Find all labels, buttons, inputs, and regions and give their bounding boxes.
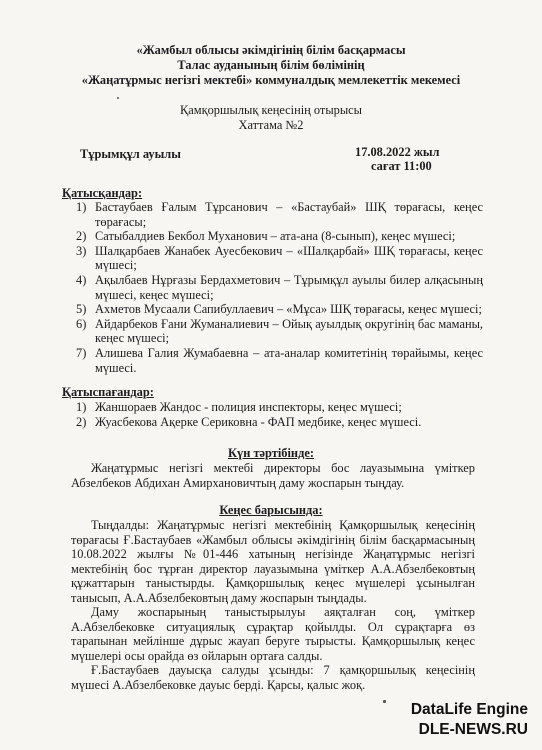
proceedings-paragraph-1: Тыңдалды: Жаңатұрмыс негізгі мектебінің Қамқоршылық кеңесінің төрағасы Ғ.Бастаубаев «Жамбыл облысы әкімдігінің білім басқармасының 10.08.2022 жылғы №01-446 хатының негізінде Жаңатұрмыс негізгі мектебінің бос тұрған директор лауазымына үміткер А.А.Абзелбековтың құжаттарын таныстырды. Қамқоршылық кеңес мүшелері ұсынылған танысып, А.А.Абзелбековтың даму жоспарын тыңдады.	[71, 518, 475, 605]
protocol-number: Хаттама №2	[238, 118, 304, 132]
attendee-item: 1) Бастаубаев Ғалым Тұрсанович – «Бастаубай» ШҚ төрағасы, кеңес төрағасы;	[76, 200, 483, 229]
absentees-heading: Қатыспағандар:	[62, 385, 154, 399]
proceedings-paragraph-3: Ғ.Бастаубаев дауысқа салуды ұсынды: 7 қамқоршылық кеңесінің мүшесі А.Абзелбековке дауыс берді. Қарсы, қалыс жоқ.	[71, 663, 475, 692]
absentees-list	[62, 400, 483, 429]
absentee-item: 2) Жуасбекова Ақерке Сериковна - ФАП медбике, кеңес мүшесі.	[76, 414, 422, 429]
proceedings-heading: Кеңес барысында:	[219, 503, 323, 517]
scan-speck	[383, 700, 386, 703]
attendee-item: 4) Ақылбаев Нұрғазы Бердахметович – Тұрымқұл ауылы билер алқасының мүшесі, кеңес мүшесі;	[76, 272, 483, 302]
attendees-heading: Қатысқандар:	[62, 186, 143, 200]
attendee-item: 5) Ахметов Мусаали Сапибуллаевич – «Мұса» ШҚ төрағасы, кеңес мүшесі;	[76, 302, 482, 317]
meeting-time: сағат 11:00	[371, 159, 432, 173]
attendee-item: 2) Сатыбалдиев Бекбол Муханович – ата-ана (8-сынып), кеңес мүшесі;	[76, 229, 456, 244]
absentee-item: 1) Жаншораев Жандос - полиция инспекторы, кеңес мүшесі;	[76, 400, 402, 414]
header-line-2: Талас ауданының білім бөлімінің	[177, 58, 365, 72]
attendee-item: 3) Шалқарбаев Жанабек Ауесбекович – «Шалқарбай» ШҚ төрағасы, кеңес мүшесі;	[76, 243, 483, 273]
village-name: Тұрымқұл ауылы	[80, 147, 181, 161]
header-line-3: «Жаңатұрмыс негізгі мектебі» коммуналдық мемлекеттік мекемесі	[81, 73, 461, 87]
meeting-title: Қамқоршылық кеңесінің отырысы	[179, 103, 363, 117]
watermark-line-1: DataLife Engine	[410, 701, 528, 718]
agenda-heading: Күн тәртібінде:	[228, 446, 314, 460]
meeting-date: 17.08.2022 жыл	[355, 145, 440, 159]
header-line-1: «Жамбыл облысы әкімдігінің білім басқармасы	[136, 43, 406, 57]
watermark-line-2: DLE-NEWS.RU	[418, 721, 528, 738]
agenda-text: Жаңатұрмыс негізгі мектебі директоры бос лауазымына үміткер Абзелбеков Абдихан Амирхановичтың даму жоспарын тыңдау.	[71, 461, 475, 490]
scan-speck	[117, 97, 119, 99]
attendee-item: 7) Алишева Галия Жумабаевна – ата-аналар комитетінің төрайымы, кеңес мүшесі.	[76, 345, 483, 375]
attendees-list	[62, 200, 483, 375]
attendee-item: 6) Айдарбеков Ғани Жуманалиевич – Ойық ауылдық округінің бас маманы, кеңес мүшесі;	[76, 316, 483, 346]
proceedings-paragraph-2: Даму жоспарының таныстырылуы аяқталған соң, үміткер А.Абзелбековке ситуациялық сұрақтар қойылды. Ол сұрақтарға өз тарапынан мейлінше дұрыс жауап беруге тырысты. Қамқоршылық кеңес мүшелері осы орайда өз ойларын ортаға салды.	[71, 605, 475, 663]
